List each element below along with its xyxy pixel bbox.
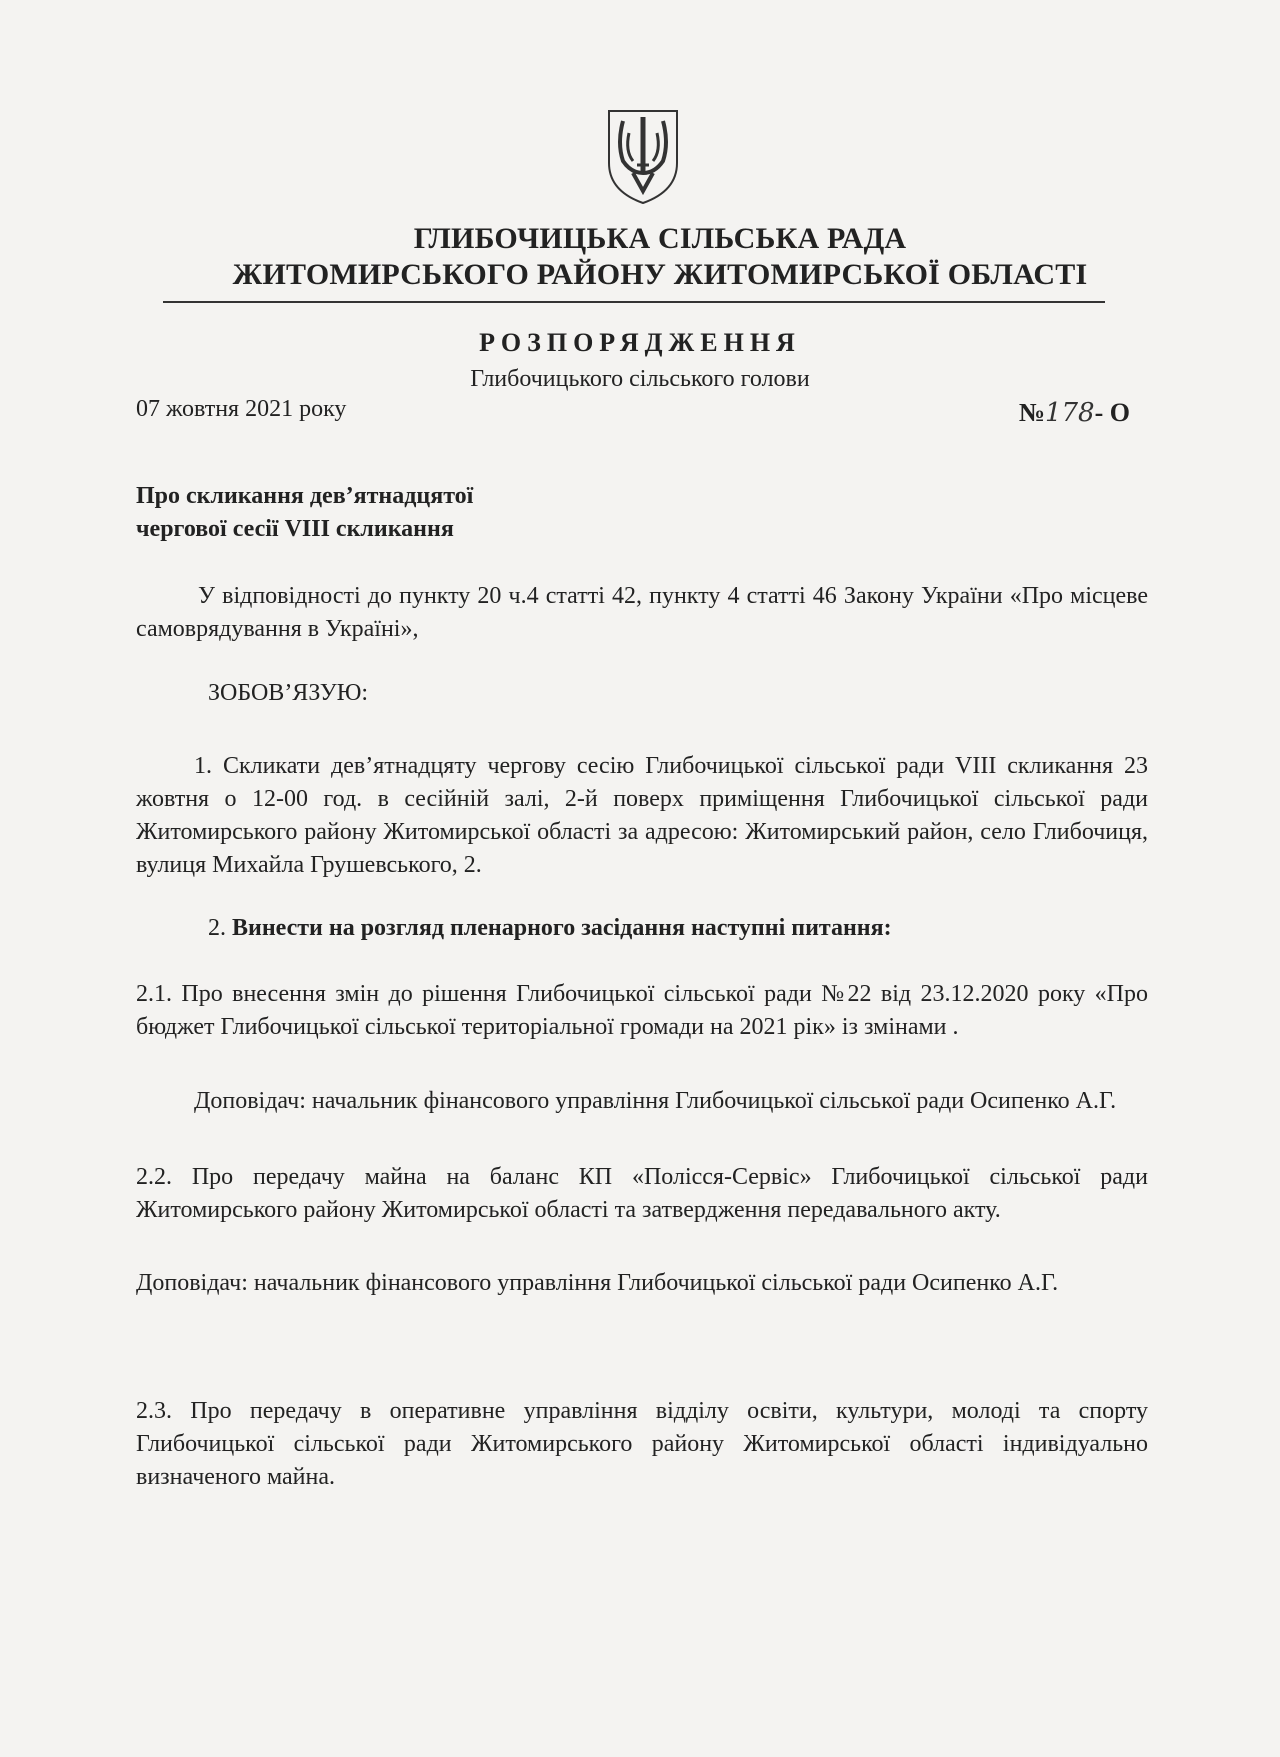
item-2 bbox=[208, 912, 1148, 945]
item-1: 1. Скликати дев’ятнадцяту чергову сесію Глибочицької сільської ради VIII скликання 23 жовтня о 12-00 год. в сесійній залі, 2-й поверх приміщення Глибочицької сільської ради Житомирського району Житомирської області за адресою: Житомирський район, село Глибочиця, вулиця Михайла Грушевського, 2. bbox=[136, 753, 1148, 878]
document-issuer: Глибочицького сільського голови bbox=[470, 366, 810, 392]
subject-line-2: чергової сесії VIII скликання bbox=[136, 516, 454, 542]
item-2-number: 2. bbox=[208, 915, 232, 941]
document-date: 07 жовтня 2021 року bbox=[136, 396, 347, 422]
item-2-1-reporter: Доповідач: начальник фінансового управління Глибочицької сільської ради Осипенко А.Г. bbox=[194, 1088, 1117, 1114]
number-handwritten: 178 bbox=[1044, 398, 1095, 428]
item-2-2-reporter: Доповідач: начальник фінансового управління Глибочицької сільської ради Осипенко А.Г. bbox=[136, 1270, 1059, 1296]
number-suffix: - О bbox=[1094, 398, 1130, 427]
item-2-text: Винести на розгляд пленарного засідання наступні питання: bbox=[232, 915, 892, 941]
header-divider bbox=[163, 301, 1105, 303]
item-2-2: 2.2. Про передачу майна на баланс КП «Полісся-Сервіс» Глибочицької сільської ради Житомирського району Житомирської області та затвердження передавального акту. bbox=[136, 1164, 1148, 1223]
document-number bbox=[1019, 398, 1130, 428]
intro-paragraph: У відповідності до пункту 20 ч.4 статті 42, пункту 4 статті 46 Закону України «Про місцеве самоврядування в Україні», bbox=[136, 583, 1148, 642]
document-type: РОЗПОРЯДЖЕННЯ bbox=[479, 328, 801, 357]
number-prefix: № bbox=[1018, 398, 1045, 427]
item-2-1: 2.1. Про внесення змін до рішення Глибочицької сільської ради №22 від 23.12.2020 року «Про бюджет Глибочицької сільської територіальної громади на 2021 рік» із змінами . bbox=[136, 981, 1148, 1040]
council-district: ЖИТОМИРСЬКОГО РАЙОНУ ЖИТОМИРСЬКОЇ ОБЛАСТІ bbox=[232, 258, 1088, 291]
document-subject bbox=[136, 480, 473, 546]
trident-emblem-icon bbox=[603, 103, 683, 205]
item-2-3: 2.3. Про передачу в оперативне управління відділу освіти, культури, молоді та спорту Глибочицької сільської ради Житомирського району Житомирської області індивідуально визначеного майна. bbox=[136, 1398, 1148, 1490]
oblige-heading: ЗОБОВ’ЯЗУЮ: bbox=[208, 680, 369, 706]
council-name: ГЛИБОЧИЦЬКА СІЛЬСЬКА РАДА bbox=[413, 222, 907, 255]
subject-line-1: Про скликання дев’ятнадцятої bbox=[136, 483, 474, 509]
